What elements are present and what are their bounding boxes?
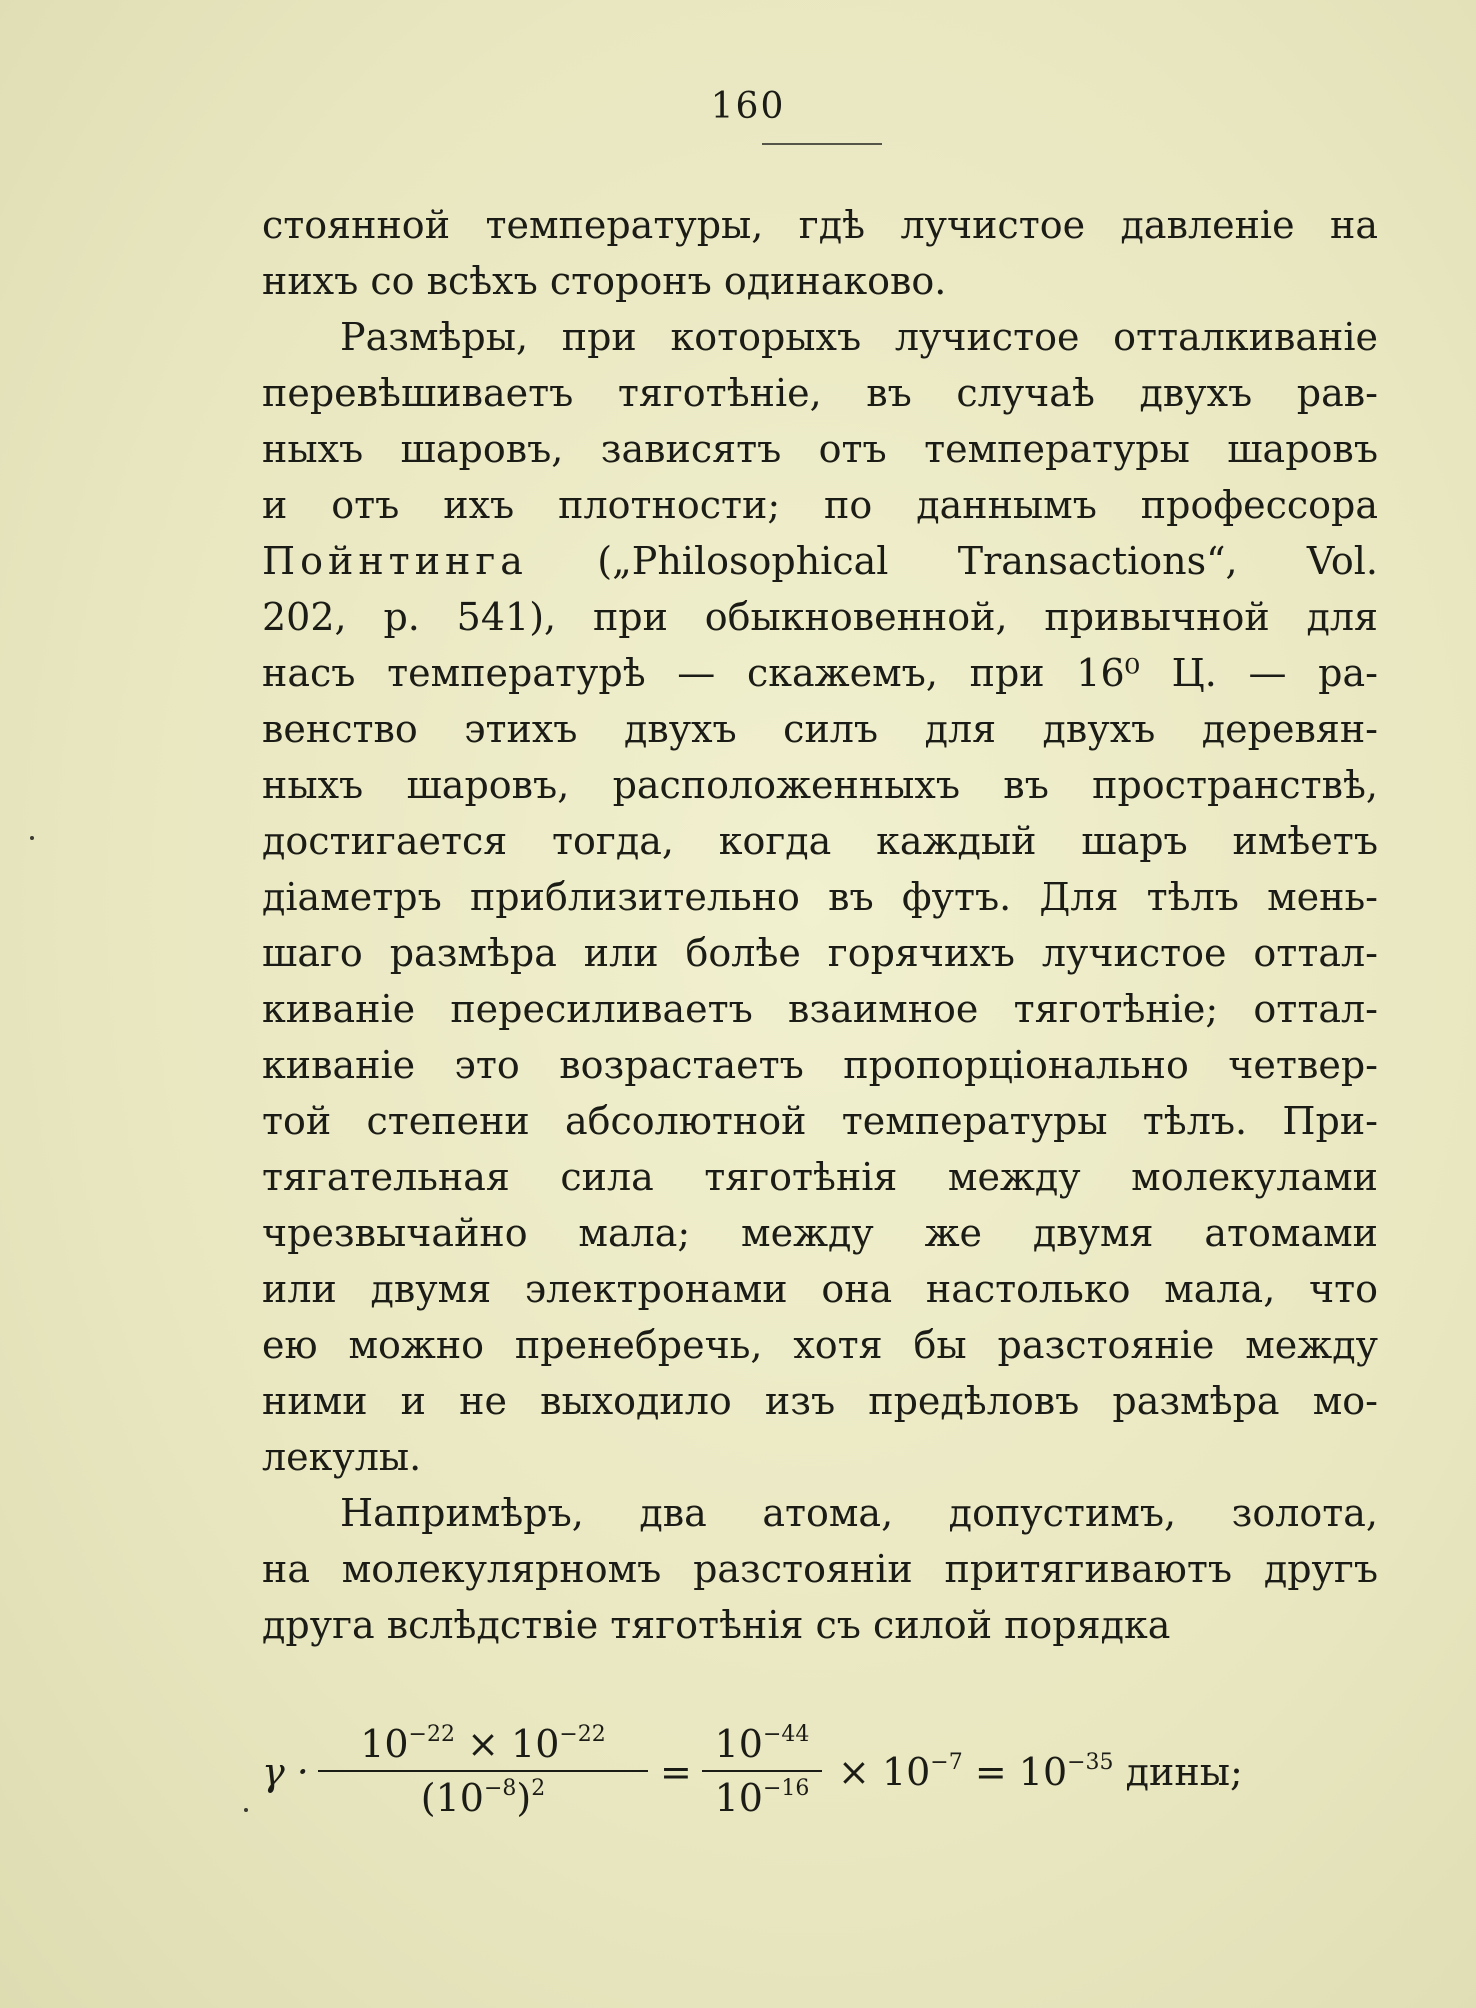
text-line: Напримѣръ, два атома, допустимъ, золота,: [340, 1491, 1378, 1535]
text-line: ныхъ шаровъ, зависятъ отъ температуры шаровъ: [262, 427, 1378, 471]
text-line: лекулы.: [262, 1435, 422, 1479]
text-line: Пойнтинга („Philosophical Transactions“, Vol.: [262, 539, 1378, 583]
formula-fraction-2: [702, 1718, 822, 1824]
text-line: киваніе пересиливаетъ взаимное тяготѣніе; оттал-: [262, 987, 1378, 1031]
fraction-1-numerator: $10^{-22} \times 10^{-22}$: [360, 1722, 606, 1766]
text-line: ныхъ шаровъ, расположенныхъ въ пространствѣ,: [262, 763, 1378, 807]
text-line: насъ температурѣ — скажемъ, при 16⁰ Ц. — ра-: [262, 651, 1378, 695]
margin-speck: [30, 836, 34, 840]
text-line: нихъ со всѣхъ сторонъ одинаково.: [262, 259, 947, 303]
text-line: Размѣры, при которыхъ лучистое отталкиваніе: [340, 315, 1378, 359]
text-line: шаго размѣра или болѣе горячихъ лучистое оттал-: [262, 931, 1378, 975]
page-number: 160: [710, 86, 786, 127]
gravity-formula: [262, 1708, 1378, 1838]
formula-equals: =: [660, 1750, 692, 1794]
text-line: ними и не выходило изъ предѣловъ размѣра мо-: [262, 1379, 1378, 1423]
fraction-1-denominator: $(10^{-8})^2$: [420, 1776, 546, 1820]
text-line: чрезвычайно мала; между же двумя атомами: [262, 1211, 1378, 1255]
spaced-name: Пойнтинга: [262, 539, 528, 583]
page-number-rule: [762, 143, 882, 145]
text-line: и отъ ихъ плотности; по даннымъ профессора: [262, 483, 1378, 527]
text-line: перевѣшиваетъ тяготѣніе, въ случаѣ двухъ рав-: [262, 371, 1378, 415]
text-line: діаметръ приблизительно въ футъ. Для тѣлъ мень-: [262, 875, 1378, 919]
formula-fraction-1: [318, 1718, 648, 1824]
text-line: на молекулярномъ разстояніи притягиваютъ другъ: [262, 1547, 1378, 1591]
text-line: тягательная сила тяготѣнія между молекулами: [262, 1155, 1378, 1199]
text-line: 202, p. 541), при обыкновенной, привычной для: [262, 595, 1378, 639]
text-line: киваніе это возрастаетъ пропорціонально четвер-: [262, 1043, 1378, 1087]
text-line: или двумя электронами она настолько мала, что: [262, 1267, 1378, 1311]
text-line: друга вслѣдствіе тяготѣнія съ силой порядка: [262, 1603, 1171, 1647]
text-line: той степени абсолютной температуры тѣлъ. При-: [262, 1099, 1378, 1143]
fraction-2-numerator: $10^{-44}$: [714, 1722, 810, 1766]
fraction-2-denominator: $10^{-16}$: [714, 1776, 810, 1820]
text-line: ею можно пренебречь, хотя бы разстояніе между: [262, 1323, 1378, 1367]
text-line: венство этихъ двухъ силъ для двухъ деревян-: [262, 707, 1378, 751]
formula-gamma: γ ·: [262, 1750, 309, 1794]
formula-tail: × $10^{-7} = 10^{-35}$ дины;: [838, 1750, 1243, 1794]
margin-speck: [244, 1808, 248, 1812]
text-line: достигается тогда, когда каждый шаръ имѣетъ: [262, 819, 1378, 863]
body-text: [262, 197, 1378, 1653]
text-line: стоянной температуры, гдѣ лучистое давленіе на: [262, 203, 1378, 247]
